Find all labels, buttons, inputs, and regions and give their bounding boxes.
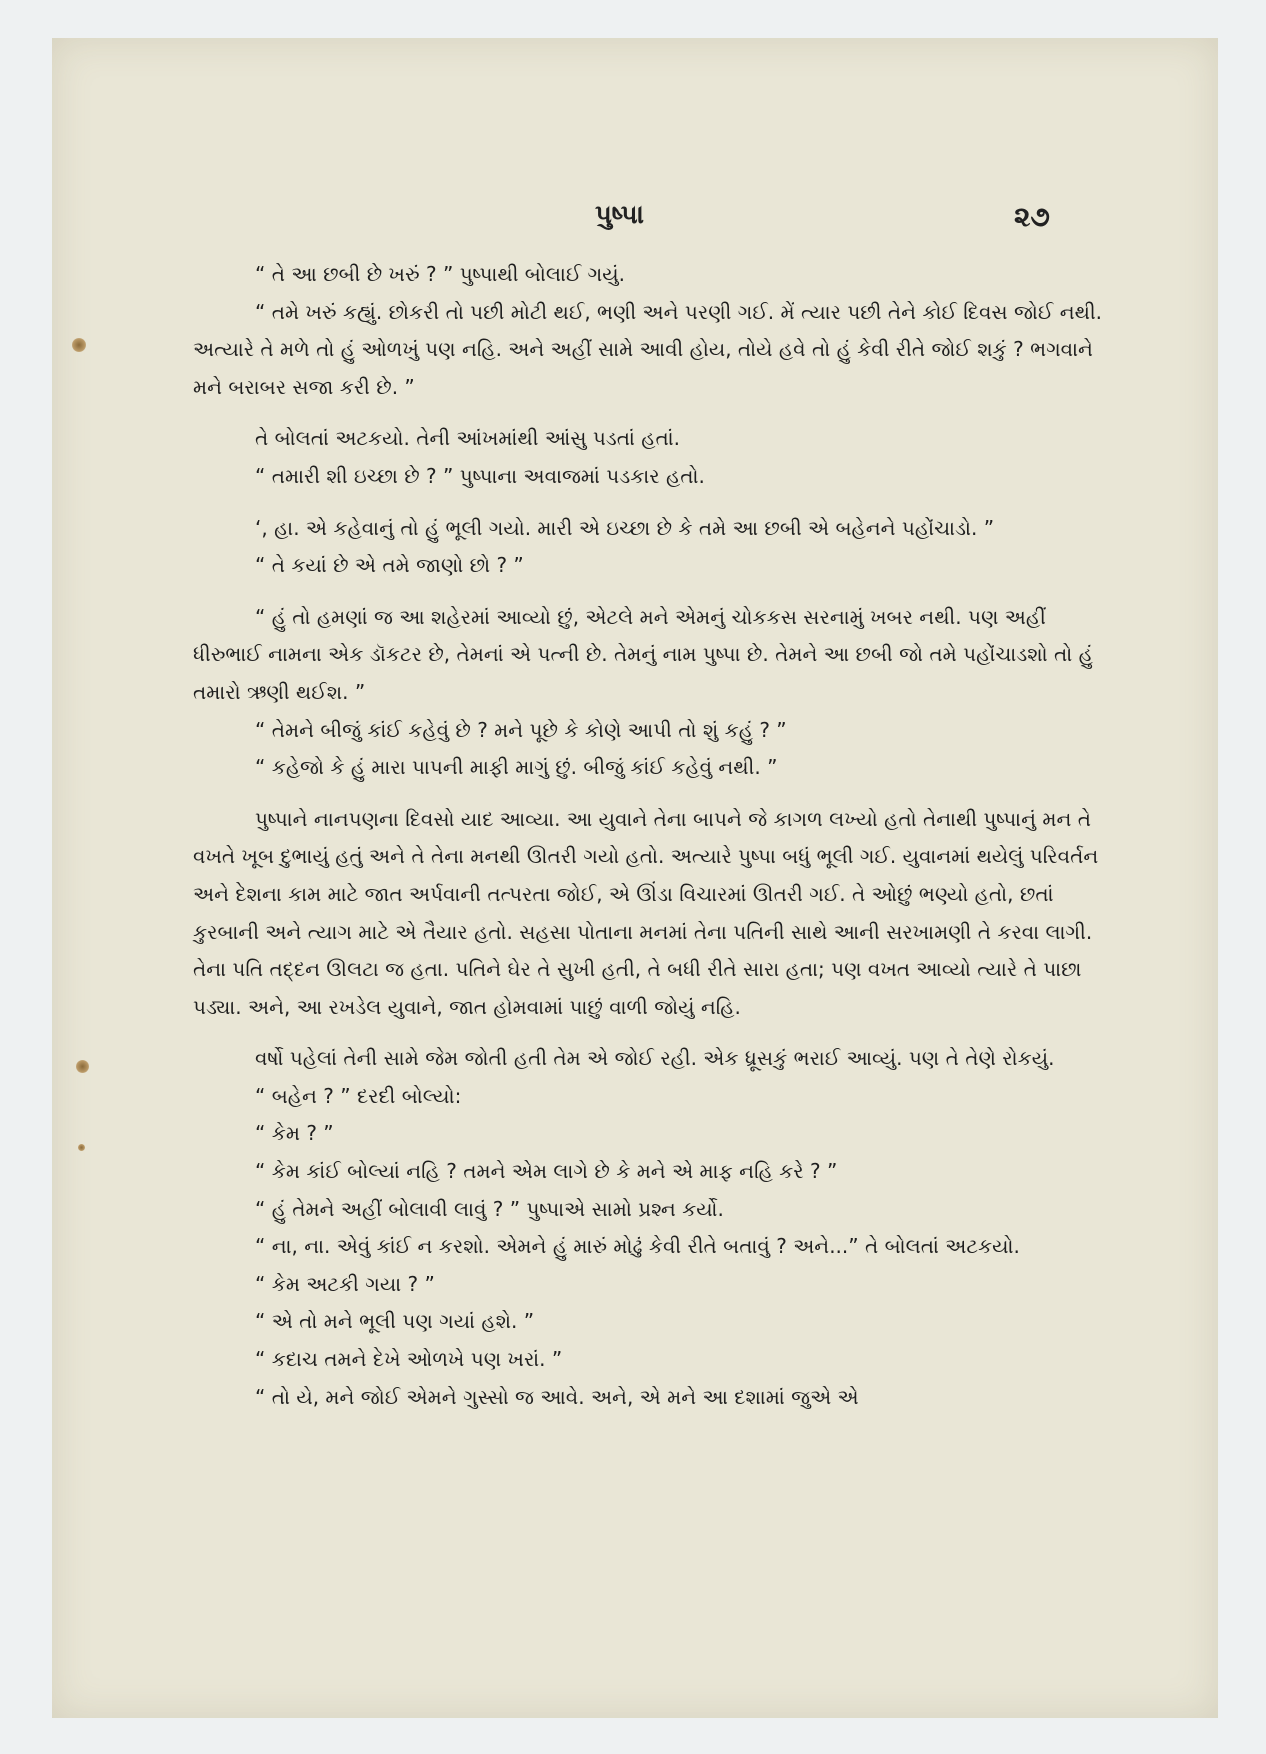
paragraph: “ કેમ ? ”: [255, 1121, 334, 1146]
paragraph: “ હું તો હમણાં જ આ શહેરમાં આવ્યો છું, એટલે મને એમનું ચોકકસ સરનામું ખબર નથી. પણ અહીં ધીરુભાઈ નામના એક ડૉકટર છે, તેમનાં એ પત્ની છે. તેમનું નામ પુષ્પા છે. તેમને આ છબી જો તમે પહોંચાડશો તો હું તમારો ઋણી થઈશ. ”: [193, 604, 1093, 704]
paragraph: “ હું તેમને અહીં બોલાવી લાવું ? ” પુષ્પાએ સામો પ્રશ્ન કર્યો.: [255, 1196, 724, 1221]
page-header: [52, 200, 1218, 240]
book-page: [52, 38, 1218, 1718]
paragraph: “ કેમ અટકી ગયા ? ”: [255, 1271, 435, 1296]
stain-spot: [78, 1144, 85, 1151]
paragraph: “ એ તો મને ભૂલી પણ ગયાં હશે. ”: [255, 1309, 535, 1334]
paragraph: “ કહેજો કે હું મારા પાપની માફી માગું છું. બીજું કાંઈ કહેવું નથી. ”: [255, 755, 778, 780]
paragraph: “ કેમ કાંઈ બોલ્યાં નહિ ? તમને એમ લાગે છે કે મને એ માફ નહિ કરે ? ”: [255, 1159, 838, 1184]
stain-spot: [76, 1060, 89, 1073]
paragraph: “ કદાચ તમને દેખે ઓળખે પણ ખરાં. ”: [255, 1347, 563, 1372]
body-text: [193, 256, 1111, 1416]
running-title: પુષ્પા: [595, 200, 644, 230]
paragraph: “ તો યે, મને જોઈ એમને ગુસ્સો જ આવે. અને, એ મને આ દશામાં જુએ એ: [255, 1384, 859, 1409]
page-number: ૨૭: [1014, 200, 1050, 233]
paragraph: વર્ષો પહેલાં તેની સામે જેમ જોતી હતી તેમ એ જોઈ રહી. એક ધ્રૂસકું ભરાઈ આવ્યું. પણ તે તેણે રોકયું.: [255, 1046, 1055, 1071]
paragraph: “ ના, ના. એવું કાંઈ ન કરશો. એમને હું મારું મોઢું કેવી રીતે બતાવું ? અને...” તે બોલતાં અટકયો.: [255, 1234, 1020, 1259]
paragraph: તે બોલતાં અટકયો. તેની આંખમાંથી આંસુ પડતાં હતાં.: [255, 426, 681, 451]
paragraph: “ તમારી શી ઇચ્છા છે ? ” પુષ્પાના અવાજમાં પડકાર હતો.: [255, 463, 705, 488]
paragraph: “ તેમને બીજું કાંઈ કહેવું છે ? મને પૂછે કે કોણે આપી તો શું કહું ? ”: [255, 717, 787, 742]
paragraph: “ બહેન ? ” દરદી બોલ્યો:: [255, 1083, 462, 1108]
paragraph: “ તે આ છબી છે ખરું ? ” પુષ્પાથી બોલાઈ ગયું.: [255, 262, 625, 286]
paragraph: ‘, હા. એ કહેવાનું તો હું ભૂલી ગયો. મારી એ ઇચ્છા છે કે તમે આ છબી એ બહેનને પહોંચાડો. ”: [255, 515, 995, 540]
paragraph: “ તમે ખરું કહ્યું. છોકરી તો પછી મોટી થઈ, ભણી અને પરણી ગઈ. મેં ત્યાર પછી તેને કોઈ દિવસ જોઈ નથી. અત્યારે તે મળે તો હું ઓળખું પણ નહિ. અને અહીં સામે આવી હોય, તોયે હવે તો હું કેવી રીતે જોઈ શકું ? ભગવાને મને બરાબર સજા કરી છે. ”: [193, 299, 1103, 399]
stain-spot: [72, 338, 86, 352]
paragraph: પુષ્પાને નાનપણના દિવસો યાદ આવ્યા. આ યુવાને તેના બાપને જે કાગળ લખ્યો હતો તેનાથી પુષ્પાનું મન તે વખતે ખૂબ દુભાયું હતું અને તે તેના મનથી ઊતરી ગયો હતો. અત્યારે પુષ્પા બધું ભૂલી ગઈ. યુવાનમાં થયેલું પરિવર્તન અને દેશના કામ માટે જાત અર્પવાની તત્પરતા જોઈ, એ ઊંડા વિચારમાં ઊતરી ગઈ. તે ઓછું ભણ્યો હતો, છતાં કુરબાની અને ત્યાગ માટે એ તૈયાર હતો. સહસા પોતાના મનમાં તેના પતિની સાથે આની સરખામણી તે કરવા લાગી. તેના પતિ તદ્દન ઊલટા જ હતા. પતિને ઘેર તે સુખી હતી, તે બધી રીતે સારા હતા; પણ વખત આવ્યો ત્યારે તે પાછા પડ્યા. અને, આ રખડેલ યુવાને, જાત હોમવામાં પાછું વાળી જોયું નહિ.: [193, 806, 1099, 1019]
paragraph: “ તે કયાં છે એ તમે જાણો છો ? ”: [255, 553, 524, 578]
